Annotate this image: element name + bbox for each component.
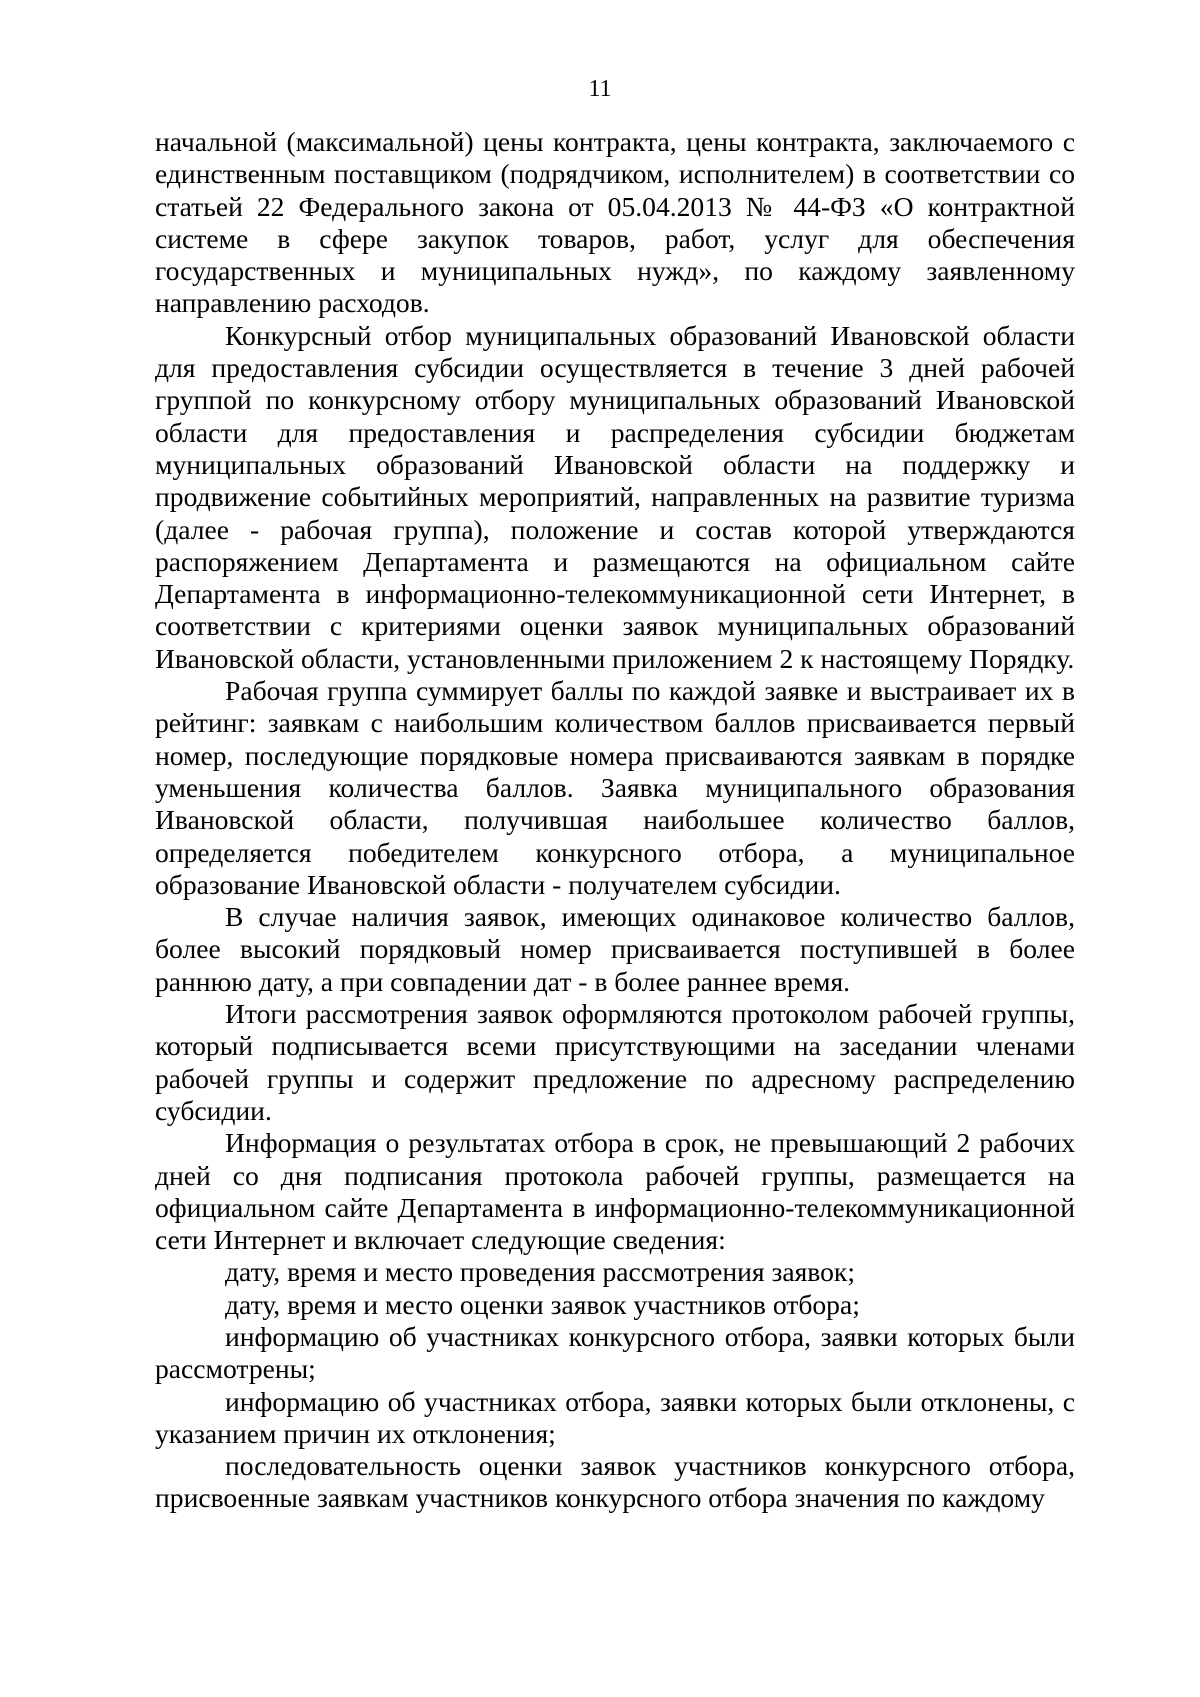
page-number: 11 [588, 76, 612, 102]
list-item: дату, время и место оценки заявок участников отбора; [225, 1288, 860, 1320]
list-item: информацию об участниках конкурсного отбора, заявки которых были рассмотрены; [155, 1320, 1075, 1385]
paragraph: Рабочая группа суммирует баллы по каждой заявке и выстраивает их в рейтинг: заявкам с наибольшим количеством баллов присваивается первый номер, последующие порядковые номера присваиваются заявкам в порядке уменьшения количества баллов. Заявка муниципального образования Ивановской области, получившая наибольшее количество баллов, определяется победителем конкурсного отбора, а муниципальное образование Ивановской области - получателем субсидии. [155, 675, 1075, 900]
list-item: информацию об участниках отбора, заявки которых были отклонены, с указанием причин их отклонения; [155, 1385, 1075, 1449]
paragraph: В случае наличия заявок, имеющих одинаковое количество баллов, более высокий порядковый номер присваивается поступившей в более раннюю дату, а при совпадении дат - в более раннее время. [155, 901, 1075, 997]
list-item: дату, время и место проведения рассмотрения заявок; [225, 1256, 855, 1288]
list-item: последовательность оценки заявок участников конкурсного отбора, присвоенные заявкам участников конкурсного отбора значения по каждому [155, 1450, 1075, 1514]
paragraph: начальной (максимальной) цены контракта, цены контракта, заключаемого с единственным поставщиком (подрядчиком, исполнителем) в соответствии со статьей 22 Федерального закона от 05.04.2013 № 44-ФЗ «О контрактной системе в сфере закупок товаров, работ, услуг для обеспечения государственных и муниципальных нужд», по каждому заявленному направлению расходов. [155, 126, 1075, 319]
paragraph: Информация о результатах отбора в срок, не превышающий 2 рабочих дней со дня подписания протокола рабочей группы, размещается на официальном сайте Департамента в информационно-телекоммуникационной сети Интернет и включает следующие сведения: [155, 1127, 1075, 1256]
document-body [155, 126, 1075, 1515]
paragraph: Конкурсный отбор муниципальных образований Ивановской области для предоставления субсидии осуществляется в течение 3 дней рабочей группой по конкурсному отбору муниципальных образований Ивановской области для предоставления и распределения субсидии бюджетам муниципальных образований Ивановской области на поддержку и продвижение событийных мероприятий, направленных на развитие туризма (далее - рабочая группа), положение и состав которой утверждаются распоряжением Департамента и размещаются на официальном сайте Департамента в информационно-телекоммуникационной сети Интернет, в соответствии с критериями оценки заявок муниципальных образований Ивановской области, установленными приложением 2 к настоящему Порядку. [155, 319, 1075, 674]
paragraph: Итоги рассмотрения заявок оформляются протоколом рабочей группы, который подписывается всеми присутствующими на заседании членами рабочей группы и содержит предложение по адресному распределению субсидии. [155, 998, 1075, 1126]
